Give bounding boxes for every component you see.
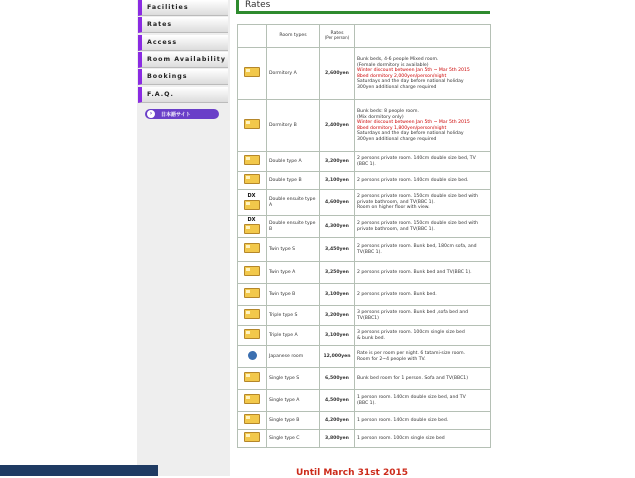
nav-label: Rates [147, 21, 173, 28]
table-row [238, 306, 491, 326]
description-line: 1 person room. 140cm double size bed. [357, 417, 449, 423]
header-desc [355, 25, 491, 48]
room-rate: 12,000yen [320, 346, 355, 368]
description-line: 2 persons private room. Bunk bed. [357, 291, 437, 297]
double-bed-icon [244, 155, 260, 165]
nav-room-availability[interactable] [138, 52, 228, 68]
single-bed-icon [244, 414, 260, 424]
room-description [355, 284, 491, 306]
nav-bookings[interactable] [138, 69, 228, 85]
nav-access[interactable] [138, 35, 228, 51]
icon-cell [238, 48, 267, 100]
description-line: 3 persons private room. 100cm single size bed [357, 330, 465, 335]
description-line: Winter discount between Jan 5th ~ Mar 5th 2015 [357, 120, 470, 125]
table-row [238, 100, 491, 152]
room-description [355, 238, 491, 262]
japanese-site-label: 日本語サイト [161, 112, 191, 118]
single-bed-icon [244, 432, 260, 442]
table-row [238, 172, 491, 190]
room-rate: 4,300yen [320, 216, 355, 238]
table-row [238, 216, 491, 238]
nav-label: F.A.Q. [147, 91, 174, 98]
table-row [238, 284, 491, 306]
twin-bed-icon [244, 243, 260, 253]
description-line: Winter discount between Jan 5th ~ Mar 5th 2015 [357, 68, 470, 73]
room-rate: 3,250yen [320, 262, 355, 284]
description-line: 8bed dormitory 2,000yen/person/night [357, 73, 447, 79]
description-line: TV(BBC 1). [357, 249, 382, 255]
description-line: (Female dormitory is available) [357, 62, 429, 68]
room-type: Single type A [267, 390, 320, 412]
dx-bed-icon [244, 200, 260, 210]
icon-cell [238, 368, 267, 390]
table-row [238, 412, 491, 430]
bunk-bed-icon [244, 119, 260, 129]
room-type: Double ensuite type A [267, 190, 320, 216]
room-description [355, 100, 491, 152]
header-room-types [267, 25, 320, 48]
table-row [238, 238, 491, 262]
description-line: 300yen additional charge required [357, 136, 437, 142]
room-description [355, 48, 491, 100]
single-bed-icon [244, 372, 260, 382]
description-line: TV(BBC1) [357, 315, 379, 321]
room-description [355, 172, 491, 190]
header-room-types-label: Room types [279, 33, 307, 39]
room-type: Triple type S [267, 306, 320, 326]
room-description [355, 430, 491, 448]
icon-cell [238, 216, 267, 238]
icon-cell [238, 238, 267, 262]
twin-bed-icon [244, 266, 260, 276]
page-title-text: Rates [245, 0, 271, 10]
room-rate: 3,200yen [320, 306, 355, 326]
until-text: Until March 31st 2015 [296, 468, 409, 478]
page-title [236, 0, 490, 14]
description-line: Bunk beds: 8 people room. [357, 109, 419, 114]
nav-faq[interactable] [138, 87, 228, 103]
arrow-icon: › [147, 110, 155, 118]
single-bed-icon [244, 394, 260, 404]
until-notice [296, 468, 408, 478]
icon-cell [238, 262, 267, 284]
table-row [238, 190, 491, 216]
room-type: Dormitory B [267, 100, 320, 152]
left-gutter [0, 0, 137, 476]
japanese-site-button[interactable] [145, 109, 219, 119]
nav-label: Facilities [147, 4, 189, 11]
nav-facilities[interactable] [138, 0, 228, 16]
description-line: Saturdays and the day before national holiday [357, 131, 464, 136]
room-type: Japanese room [267, 346, 320, 368]
room-description [355, 368, 491, 390]
room-type: Twin type B [267, 284, 320, 306]
bottom-bar [0, 465, 158, 476]
header-rates-label: Rates [330, 30, 344, 36]
description-line: 2 persons private room. 150cm double size bed with [357, 221, 479, 226]
icon-cell [238, 172, 267, 190]
room-description [355, 216, 491, 238]
table-row [238, 430, 491, 448]
dx-bed-icon [244, 224, 260, 234]
nav-label: Bookings [147, 73, 188, 80]
description-line: Room for 2~4 people with TV. [357, 356, 426, 362]
right-gutter [492, 0, 635, 476]
room-rate: 4,600yen [320, 190, 355, 216]
table-header [238, 25, 491, 48]
room-rate: 3,200yen [320, 152, 355, 172]
room-description [355, 412, 491, 430]
icon-cell [238, 152, 267, 172]
room-rate: 3,800yen [320, 430, 355, 448]
room-type: Triple type A [267, 326, 320, 346]
triple-bed-icon [244, 329, 260, 339]
table-row [238, 368, 491, 390]
header-rates [320, 25, 355, 48]
description-line: Room on higher floor with view. [357, 205, 430, 211]
description-line: 300yen additional charge required [357, 84, 437, 90]
double-bed-icon [244, 174, 260, 184]
room-rate: 2,400yen [320, 100, 355, 152]
room-rate: 3,450yen [320, 238, 355, 262]
description-line: Bunk beds, 4-6 people Mixed room. [357, 57, 439, 62]
description-line: 3 persons private room. Bunk bed ,sofa bed and [357, 310, 469, 315]
room-type: Single type B [267, 412, 320, 430]
room-type: Double ensuite type B [267, 216, 320, 238]
room-description [355, 390, 491, 412]
header-rates-sub: (Per person) [324, 35, 350, 40]
twin-bed-icon [244, 288, 260, 298]
table-row [238, 390, 491, 412]
description-line: 1 person room. 140cm double size bed, and TV [357, 395, 466, 400]
icon-cell [238, 390, 267, 412]
icon-cell [238, 430, 267, 448]
header-icon-cell [238, 25, 267, 48]
description-line: Bunk bed room for 1 person. Sofa and TV(BBC1) [357, 375, 468, 381]
description-line: 1 person room. 100cm single size bed [357, 435, 445, 441]
room-description [355, 306, 491, 326]
room-rate: 2,600yen [320, 48, 355, 100]
nav-label: Access [147, 39, 178, 46]
icon-cell [238, 412, 267, 430]
table-row [238, 152, 491, 172]
japanese-room-icon [248, 351, 257, 360]
table-row [238, 346, 491, 368]
icon-cell [238, 326, 267, 346]
description-line: private bathroom, and TV(BBC 1). [357, 226, 435, 232]
description-line: 2 persons private room. 150cm double size bed with [357, 194, 479, 200]
room-rate: 3,100yen [320, 284, 355, 306]
room-description [355, 346, 491, 368]
room-type: Single type S [267, 368, 320, 390]
description-line: (BBC 1). [357, 161, 376, 167]
room-type: Single type C [267, 430, 320, 448]
description-line: Rate is per room per night. 6 tatami-size room. [357, 351, 466, 356]
room-rate: 3,100yen [320, 326, 355, 346]
room-rate: 6,500yen [320, 368, 355, 390]
description-line: 2 persons private room. Bunk bed, 180cm sofa, and [357, 244, 477, 249]
bunk-bed-icon [244, 67, 260, 77]
room-type: Twin type S [267, 238, 320, 262]
triple-bed-icon [244, 309, 260, 319]
room-type: Double type A [267, 152, 320, 172]
room-rate: 4,500yen [320, 390, 355, 412]
room-description [355, 152, 491, 172]
icon-cell [238, 284, 267, 306]
room-rate: 3,100yen [320, 172, 355, 190]
room-description [355, 190, 491, 216]
room-description [355, 326, 491, 346]
dx-label: DX [247, 217, 256, 223]
icon-cell [238, 100, 267, 152]
description-line: 2 persons private room. Bunk bed and TV(BBC 1). [357, 269, 472, 275]
description-line: (Mix dormitory only) [357, 114, 404, 120]
description-line: Saturdays and the day before national holiday [357, 79, 464, 84]
description-line: private bathroom, and TV(BBC 1). [357, 199, 435, 205]
dx-label: DX [247, 193, 256, 199]
room-type: Double type B [267, 172, 320, 190]
table-row [238, 48, 491, 100]
room-description [355, 262, 491, 284]
room-type: Dormitory A [267, 48, 320, 100]
icon-cell [238, 190, 267, 216]
description-line: 8bed dormitory 1,800yen/person/night [357, 125, 447, 131]
icon-cell [238, 306, 267, 326]
table-row [238, 326, 491, 346]
nav-rates[interactable] [138, 17, 228, 33]
description-line: & bunk bed. [357, 335, 386, 341]
nav-label: Room Availability [147, 56, 226, 63]
table-row [238, 262, 491, 284]
description-line: 2 persons private room. 140cm double size bed. [357, 177, 469, 183]
room-rate: 4,200yen [320, 412, 355, 430]
description-line: 2 persons private room. 140cm double size bed, TV [357, 156, 476, 161]
room-type: Twin type A [267, 262, 320, 284]
description-line: (BBC 1). [357, 400, 376, 406]
icon-cell [238, 346, 267, 368]
rates-table [237, 24, 491, 448]
